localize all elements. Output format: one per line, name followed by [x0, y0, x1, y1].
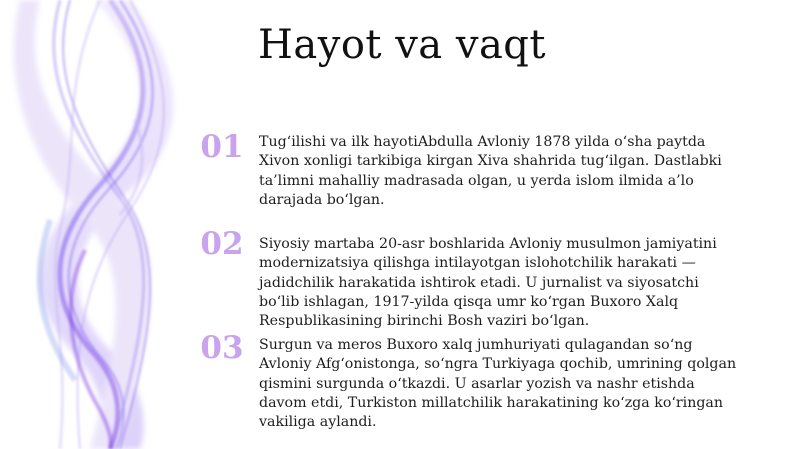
item-number: 01 — [200, 129, 244, 165]
purple-smoke-decoration — [0, 0, 230, 449]
item-number: 02 — [200, 226, 244, 262]
item-number: 03 — [200, 330, 244, 366]
slide-title: Hayot va vaqt — [258, 22, 546, 68]
item-text: Surgun va meros Buxoro xalq jumhuriyati qulagandan so‘ng Avloniy Afg‘onistonga, so‘ngra Turkiyaga qochib, umrining qolgan qismini surgunda o‘tkazdi. U asarlar yozish va nashr etishda davom etdi, Turkiston millatchilik harakatining ko‘zga ko‘ringan vakiliga aylandi. — [259, 337, 737, 431]
item-text: Tug‘ilishi va ilk hayotiAbdulla Avloniy 1878 yilda o‘sha paytda Xivon xonligi tarkibiga kirgan Xiva shahrida tug‘ilgan. Dastlabki ta’limni mahalliy madrasada olgan, u yerda islom ilmida a’lo darajada bo‘lgan. — [259, 134, 722, 208]
item-text: Siyosiy martaba 20-asr boshlarida Avloniy musulmon jamiyatini modernizatsiya qilishga intilayotgan islohotchilik harakati — jadidchilik harakatida ishtirok etadi. U jurnalist va siyosatchi bo‘lib ishlagan, 1917-yilda qisqa umr ko‘rgan Buxoro Xalq Respublikasining birinchi Bosh vaziri bo‘lgan. — [259, 236, 717, 330]
